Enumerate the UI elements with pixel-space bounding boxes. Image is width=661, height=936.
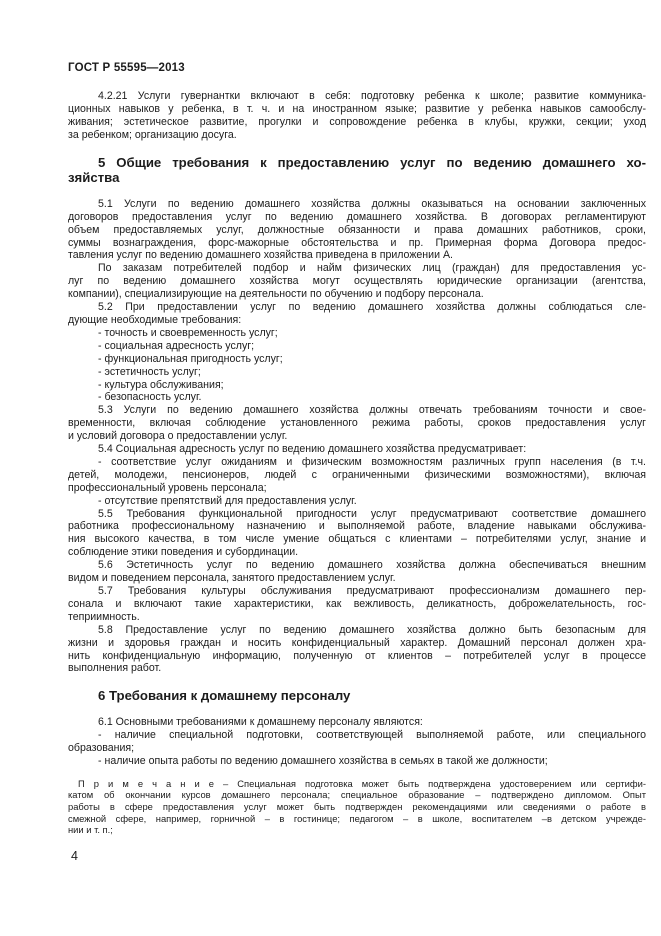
text-line: - отсутствие препятствий для предоставления услуг. — [98, 494, 357, 507]
text-line: детей, молодежи, пенсионеров, людей с ограниченными физическими возможностями), включая — [68, 468, 646, 481]
doc-number: ГОСТ Р 55595—2013 — [68, 62, 185, 74]
requirement-item-accuracy — [68, 327, 646, 340]
text-line: временности, включая соблюдение установленного режима работы, сроков предоставления услуг — [68, 417, 646, 430]
personnel-item-experience — [68, 755, 646, 768]
text-line: суммы вознаграждения, форс-мажорные обстоятельства и пр. Примерная форма Договора предос- — [68, 236, 646, 249]
text-line: смежной сфере, например, горничной – в гостинице; педагогом – в школе, воспитателем –в детском учрежде- — [68, 812, 646, 824]
text-line: ционных навыков у ребенка, в т. ч. и на иностранном языке; развитие у ребенка навыков самообслу- — [68, 102, 646, 115]
requirement-item-aesthetics — [68, 366, 646, 379]
text-line: 5.3 Услуги по ведению домашнего хозяйства должны отвечать требованиям точности и свое- — [98, 404, 646, 417]
document-content — [68, 90, 646, 836]
text-line: работника профессиональному назначению и выполняемой работе, владение навыками обслужива- — [68, 520, 646, 533]
requirement-item-functional — [68, 353, 646, 366]
text-line: 5.7 Требования культуры обслуживания предусматривают профессионализм домашнего пер- — [98, 585, 646, 597]
text-line: и условий договора о предоставлении услуг. — [68, 430, 288, 443]
text-line: дующие необходимые требования: — [68, 313, 242, 326]
text-line: ния высокого качества, в том числе умение общаться с клиентами – потребителями услуг, знание и — [68, 533, 646, 546]
paragraph-5-6 — [68, 559, 646, 585]
paragraph-6-1 — [68, 716, 646, 729]
text-line: 6 Требования к домашнему персоналу — [98, 688, 351, 704]
requirement-item-safety — [68, 391, 646, 404]
text-line: П р и м е ч а н и е – Специальная подготовка может быть подтверждена удостоверением или сертифи- — [78, 777, 646, 789]
page-number: 4 — [71, 849, 78, 863]
text-line: образования; — [68, 741, 135, 754]
text-line: сонала и включают такие характеристики, как вежливость, деликатность, доброжелательность, гос- — [68, 597, 646, 610]
text-line: договоров предоставления услуг по ведению домашнего хозяйства. В договорах регламентируют — [68, 210, 646, 223]
paragraph-5-8 — [68, 624, 646, 676]
text-line: зяйства — [68, 170, 120, 186]
text-line: 5.4 Социальная адресность услуг по ведению домашнего хозяйства предусматривает: — [98, 443, 527, 456]
text-line: видом и поведением персонала, занятого предоставлением услуг. — [68, 572, 396, 585]
text-line: 4.2.21 Услуги гувернантки включают в себя: подготовку ребенка к школе; развитие коммуника- — [98, 90, 646, 102]
text-line: - эстетичность услуг; — [98, 365, 201, 378]
paragraph-5-3 — [68, 404, 646, 443]
text-line: - культура обслуживания; — [98, 378, 224, 391]
text-line: теприимность. — [68, 610, 140, 623]
text-line: компании), специализирующие на деятельности по обучению и подбору персонала. — [68, 288, 484, 301]
text-line: - соответствие услуг ожиданиям и физическим возможностям различных групп населения (в т.ч. — [98, 455, 646, 468]
text-line: - функциональная пригодность услуг; — [98, 352, 283, 365]
text-line: тавления услуг по ведению домашнего хозяйства приведена в приложении А. — [68, 249, 453, 262]
paragraph-5-7 — [68, 585, 646, 624]
paragraph-5-2 — [68, 301, 646, 327]
text-line: - точность и своевременность услуг; — [98, 326, 278, 339]
text-line: 5.5 Требования функциональной пригодности услуг предусматривают соответствие домашнего — [98, 507, 646, 520]
text-line: - наличие специальной подготовки, соответствующей выполняемой работе, или специального — [98, 728, 646, 741]
paragraph-5-1-agencies — [68, 262, 646, 301]
paragraph-4-2-21 — [68, 90, 646, 142]
text-line: работы в сфере предоставления услуг может быть подтвержден рекомендациями или сведениями о работе в — [68, 800, 646, 812]
social-item-conformity — [68, 456, 646, 495]
requirement-item-culture — [68, 379, 646, 392]
text-line: соблюдение этики поведения и субординации. — [68, 546, 299, 559]
text-line: нить конфиденциальную информацию, полученную от клиентов – потребителей услуг в процессе — [68, 649, 646, 662]
note-special-training — [68, 778, 646, 837]
text-line: - наличие опыта работы по ведению домашнего хозяйства в семьях в такой же должности; — [98, 754, 548, 767]
paragraph-5-1 — [68, 198, 646, 263]
text-line: выполнения работ. — [68, 662, 162, 675]
text-line: луг по ведению домашнего хозяйства могут осуществлять юридические организации (агентства, — [68, 275, 646, 288]
paragraph-5-5 — [68, 508, 646, 560]
text-line: 5 Общие требования к предоставлению услуг по ведению домашнего хо- — [98, 154, 646, 170]
text-line: 6.1 Основными требованиями к домашнему персоналу являются: — [98, 715, 423, 728]
text-line: объем предоставляемых услуг, должностные обязанности и права домашних работников, сроки, — [68, 223, 646, 236]
section-6-heading — [68, 688, 646, 704]
text-line: нии и т. п.; — [68, 824, 113, 836]
section-5-heading — [68, 155, 646, 186]
text-line: - безопасность услуг. — [98, 391, 202, 404]
text-line: - социальная адресность услуг; — [98, 339, 255, 352]
text-line: 5.6 Эстетичность услуг по ведению домашнего хозяйства должна обеспечиваться внешним — [98, 559, 646, 572]
paragraph-5-4 — [68, 443, 646, 456]
text-line: профессиональный уровень персонала; — [68, 481, 267, 494]
text-line: жизни и здоровья граждан и носить конфиденциальный характер. Домашний персонал должен хра- — [68, 636, 646, 649]
text-line: катом об окончании курсов домашнего персонала; специальное образование – подтверждено дипломом. Опыт — [68, 789, 646, 801]
text-line: за ребенком; организацию досуга. — [68, 128, 237, 141]
requirement-item-social — [68, 340, 646, 353]
text-line: живания; эстетическое развитие, прогулки и сопровождение ребенка в клубы, кружки, секции; уход — [68, 115, 646, 128]
personnel-item-training — [68, 729, 646, 755]
text-line: 5.2 При предоставлении услуг по ведению домашнего хозяйства должны соблюдаться сле- — [98, 301, 646, 314]
text-line: 5.1 Услуги по ведению домашнего хозяйства должны оказываться на основании заключенных — [98, 197, 646, 210]
text-line: По заказам потребителей подбор и найм физических лиц (граждан) для предоставления ус- — [98, 262, 646, 275]
text-line: 5.8 Предоставление услуг по ведению домашнего хозяйства должно быть безопасным для — [98, 623, 646, 636]
social-item-no-obstacles — [68, 495, 646, 508]
